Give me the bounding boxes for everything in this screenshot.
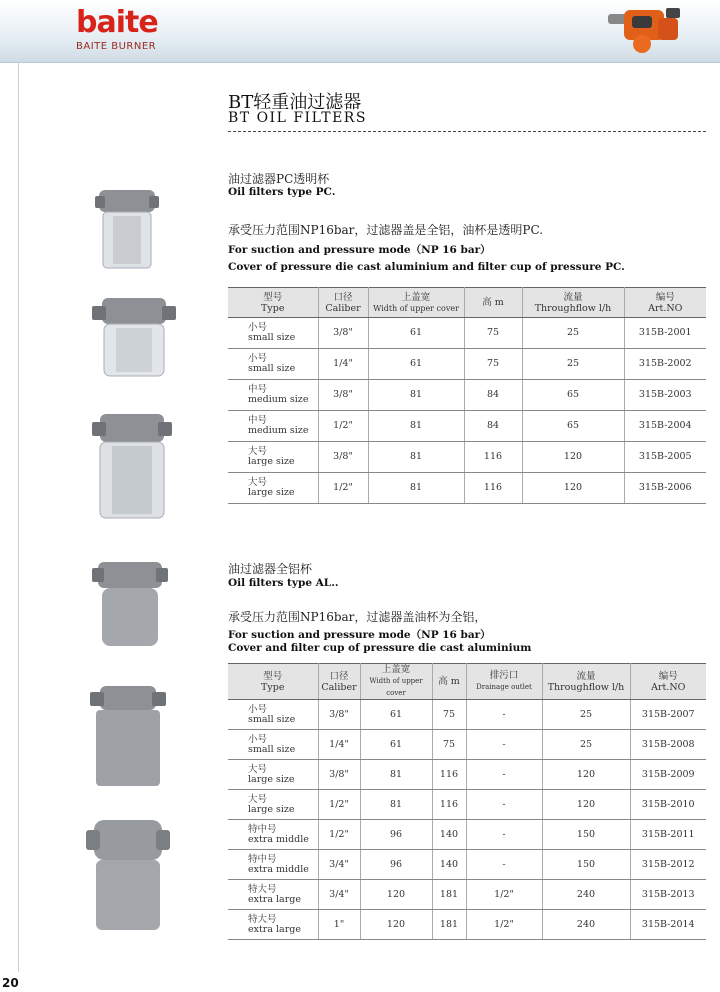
art-cell: 315B-2012 [630, 850, 706, 880]
frame-line [18, 62, 19, 972]
height-cell: 140 [432, 850, 466, 880]
table-row [228, 442, 706, 473]
filter-pc-large-image [92, 412, 172, 522]
height-cell: 116 [464, 442, 522, 473]
flow-cell: 65 [522, 380, 624, 411]
width-cell: 96 [360, 850, 432, 880]
size-cell: 特中号 extra middle [228, 820, 318, 850]
art-cell: 315B-2003 [624, 380, 706, 411]
filter-al-extra-image [86, 818, 170, 934]
flow-cell: 150 [542, 850, 630, 880]
page-number: 20 [2, 976, 19, 990]
size-cell: 大号 large size [228, 473, 318, 504]
art-cell: 315B-2002 [624, 349, 706, 380]
drain-cell: - [466, 730, 542, 760]
section-pc-title-cn: 油过滤器PC透明杯 [228, 172, 330, 186]
flow-cell: 65 [522, 411, 624, 442]
width-cell: 96 [360, 820, 432, 850]
page-title-en: BT OIL FILTERS [228, 110, 367, 126]
size-cell: 特中号 extra middle [228, 850, 318, 880]
height-cell: 75 [432, 730, 466, 760]
table-row [228, 380, 706, 411]
width-cell: 81 [368, 442, 464, 473]
col-type: 型号 Type [228, 288, 318, 318]
table-row [228, 880, 706, 910]
title-divider [228, 131, 706, 132]
width-cell: 61 [368, 318, 464, 349]
size-cell: 中号 medium size [228, 411, 318, 442]
burner-image [606, 4, 686, 58]
caliber-cell: 1/2" [318, 411, 368, 442]
flow-cell: 25 [542, 700, 630, 730]
size-cell: 大号 large size [228, 442, 318, 473]
table-row [228, 473, 706, 504]
size-cell: 大号 large size [228, 760, 318, 790]
art-cell: 315B-2001 [624, 318, 706, 349]
section-al-title-cn: 油过滤器全铝杯 [228, 562, 313, 576]
width-cell: 61 [368, 349, 464, 380]
table-header-row [228, 664, 706, 700]
size-cell: 特大号 extra large [228, 910, 318, 940]
section-al-title-en: Oil filters type AL.. [228, 577, 339, 589]
height-cell: 84 [464, 380, 522, 411]
art-cell: 315B-2010 [630, 790, 706, 820]
pc-filter-table [228, 287, 706, 504]
caliber-cell: 3/4" [318, 850, 360, 880]
height-cell: 116 [432, 790, 466, 820]
art-cell: 315B-2011 [630, 820, 706, 850]
drain-cell: 1/2" [466, 910, 542, 940]
drain-cell: - [466, 820, 542, 850]
caliber-cell: 1/2" [318, 473, 368, 504]
flow-cell: 120 [522, 473, 624, 504]
section-al-desc-en1: For suction and pressure mode（NP 16 bar） [228, 629, 491, 641]
flow-cell: 120 [542, 760, 630, 790]
width-cell: 120 [360, 910, 432, 940]
brand-logo: baite [76, 5, 158, 40]
drain-cell: - [466, 790, 542, 820]
size-cell: 小号 small size [228, 730, 318, 760]
width-cell: 81 [368, 473, 464, 504]
col-width: 上盖宽 Width of upper cover [368, 288, 464, 318]
col-flow: 流量 Throughflow l/h [522, 288, 624, 318]
drain-cell: 1/2" [466, 880, 542, 910]
section-pc-title-en: Oil filters type PC. [228, 186, 336, 198]
filter-pc-medium-image [92, 296, 176, 380]
width-cell: 61 [360, 730, 432, 760]
width-cell: 81 [360, 790, 432, 820]
flow-cell: 25 [522, 318, 624, 349]
col-drain: 排污口 Drainage outlet [466, 664, 542, 700]
size-cell: 特大号 extra large [228, 880, 318, 910]
caliber-cell: 1" [318, 910, 360, 940]
drain-cell: - [466, 760, 542, 790]
size-cell: 小号 small size [228, 318, 318, 349]
page-header [0, 0, 720, 63]
art-cell: 315B-2006 [624, 473, 706, 504]
flow-cell: 25 [542, 730, 630, 760]
caliber-cell: 3/8" [318, 760, 360, 790]
caliber-cell: 1/2" [318, 790, 360, 820]
height-cell: 75 [464, 349, 522, 380]
caliber-cell: 3/8" [318, 700, 360, 730]
caliber-cell: 3/8" [318, 318, 368, 349]
flow-cell: 240 [542, 910, 630, 940]
col-artno: 编号 Art.NO [630, 664, 706, 700]
art-cell: 315B-2009 [630, 760, 706, 790]
width-cell: 81 [368, 380, 464, 411]
height-cell: 181 [432, 910, 466, 940]
table-row [228, 318, 706, 349]
caliber-cell: 3/8" [318, 380, 368, 411]
caliber-cell: 3/8" [318, 442, 368, 473]
col-height: 高 m [432, 664, 466, 700]
drain-cell: - [466, 700, 542, 730]
table-row [228, 760, 706, 790]
flow-cell: 150 [542, 820, 630, 850]
width-cell: 61 [360, 700, 432, 730]
size-cell: 中号 medium size [228, 380, 318, 411]
col-height: 高 m [464, 288, 522, 318]
table-row [228, 700, 706, 730]
page-title-cn: BT轻重油过滤器 [228, 92, 362, 113]
height-cell: 116 [432, 760, 466, 790]
flow-cell: 240 [542, 880, 630, 910]
art-cell: 315B-2004 [624, 411, 706, 442]
section-al-desc-cn: 承受压力范围NP16bar，过滤器盖油杯为全铝， [228, 610, 487, 624]
table-row [228, 730, 706, 760]
col-caliber: 口径 Caliber [318, 288, 368, 318]
caliber-cell: 3/4" [318, 880, 360, 910]
caliber-cell: 1/4" [318, 349, 368, 380]
height-cell: 140 [432, 820, 466, 850]
col-artno: 编号 Art.NO [624, 288, 706, 318]
filter-al-small-image [92, 560, 168, 650]
art-cell: 315B-2005 [624, 442, 706, 473]
section-pc-desc-en1: For suction and pressure mode（NP 16 bar） [228, 244, 491, 256]
height-cell: 116 [464, 473, 522, 504]
art-cell: 315B-2007 [630, 700, 706, 730]
caliber-cell: 1/4" [318, 730, 360, 760]
height-cell: 75 [432, 700, 466, 730]
table-row [228, 850, 706, 880]
col-flow: 流量 Throughflow l/h [542, 664, 630, 700]
caliber-cell: 1/2" [318, 820, 360, 850]
section-pc-desc-en2: Cover of pressure die cast aluminium and filter cup of pressure PC. [228, 261, 625, 273]
flow-cell: 25 [522, 349, 624, 380]
brand-name: BAITE BURNER [76, 41, 157, 52]
width-cell: 81 [360, 760, 432, 790]
filter-al-large-image [90, 684, 166, 790]
art-cell: 315B-2013 [630, 880, 706, 910]
col-width: 上盖宽 Width of upper cover [360, 664, 432, 700]
al-filter-table [228, 663, 706, 940]
size-cell: 小号 small size [228, 349, 318, 380]
table-row [228, 349, 706, 380]
width-cell: 81 [368, 411, 464, 442]
art-cell: 315B-2008 [630, 730, 706, 760]
table-header-row [228, 288, 706, 318]
section-pc-desc-cn: 承受压力范围NP16bar，过滤器盖是全铝，油杯是透明PC. [228, 223, 544, 237]
width-cell: 120 [360, 880, 432, 910]
height-cell: 181 [432, 880, 466, 910]
table-row [228, 820, 706, 850]
flow-cell: 120 [542, 790, 630, 820]
flow-cell: 120 [522, 442, 624, 473]
filter-pc-small-image [95, 186, 159, 272]
section-al-desc-en2: Cover and filter cup of pressure die cast aluminium [228, 642, 532, 654]
table-row [228, 790, 706, 820]
size-cell: 大号 large size [228, 790, 318, 820]
table-row [228, 910, 706, 940]
art-cell: 315B-2014 [630, 910, 706, 940]
col-caliber: 口径 Caliber [318, 664, 360, 700]
col-type: 型号 Type [228, 664, 318, 700]
size-cell: 小号 small size [228, 700, 318, 730]
table-row [228, 411, 706, 442]
drain-cell: - [466, 850, 542, 880]
height-cell: 75 [464, 318, 522, 349]
height-cell: 84 [464, 411, 522, 442]
